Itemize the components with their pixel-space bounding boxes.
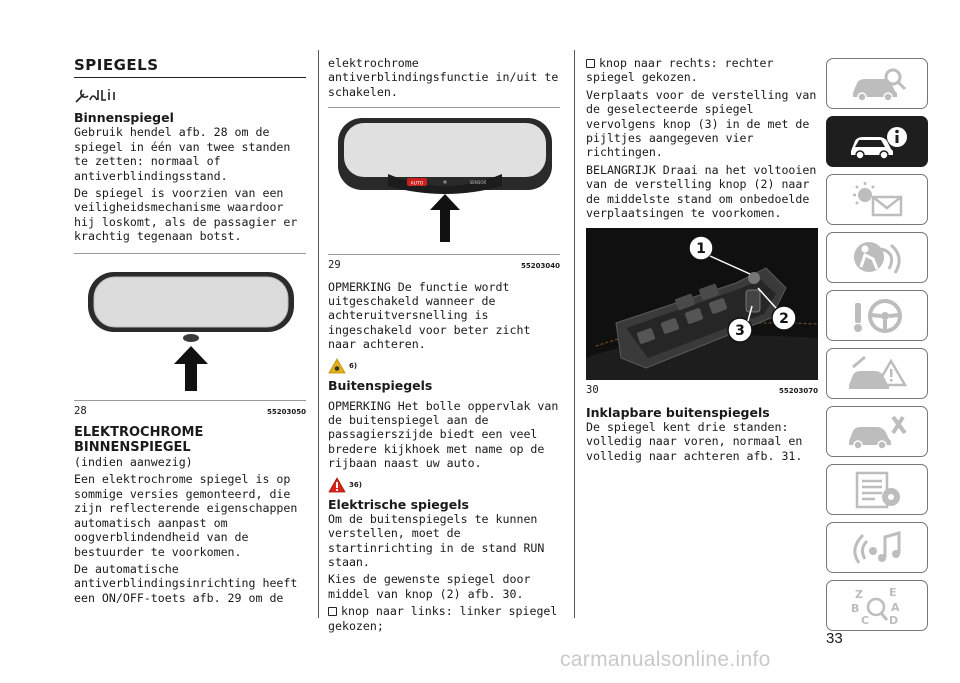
paragraph: De spiegel kent drie standen: volledig naar voren, normaal en volledig naar achteren afb. 31. (586, 419, 803, 463)
figure-number: 28 (74, 404, 87, 417)
column-divider-2 (574, 50, 575, 618)
rearview-mirror-image (74, 254, 306, 400)
figure-29 (328, 107, 560, 255)
paragraph: De spiegel is voorzien van een veiligheidsmechanisme waardoor hij loskomt, als de passagier er krachtig tegenaan botst. (74, 186, 298, 244)
figure-number: 29 (328, 259, 341, 272)
maintenance-car-icon (845, 411, 909, 453)
chapter-tab-technical-data[interactable] (826, 464, 928, 515)
bullet-text: knop naar links: linker spiegel gekozen; (328, 604, 558, 633)
callout-2: 2 (779, 311, 789, 328)
electrochromic-mirror-image (328, 108, 560, 254)
chapter-tab-maintenance[interactable] (826, 406, 928, 457)
paragraph: Verplaats voor de verstelling van de geselecteerde spiegel vervolgens knop (3) in de met de pijltjes aangegeven vier richtingen. (586, 87, 817, 160)
car-info-icon (845, 121, 909, 163)
safety-airbag-icon (845, 237, 909, 279)
bullet-text: knop naar rechts: rechter spiegel gekozen. (586, 56, 774, 85)
car-search-icon (845, 63, 909, 105)
chapter-tabs (826, 58, 928, 638)
figure-code: 55203050 (267, 407, 306, 416)
paragraph: Kies de gewenste spiegel door middel van knop (2) afb. 30. (328, 572, 531, 601)
alphabetical-index-icon (845, 585, 909, 627)
note-paragraph: OPMERKING De functie wordt uitgeschakeld wanneer de achteruitversnelling is ingeschakeld voor beter zicht naar achteren. (328, 279, 531, 352)
subsection-title: ELEKTROCHROME BINNENSPIEGEL (74, 425, 204, 456)
bullet-item (328, 604, 560, 633)
subsection-title: Binnenspiegel (74, 110, 174, 126)
figure-number: 30 (586, 384, 599, 397)
watermark-text: carmanualsonline.info (560, 648, 771, 671)
section-title: SPIEGELS (74, 52, 306, 78)
chapter-tab-multimedia[interactable] (826, 522, 928, 573)
subsection-title: Elektrische spiegels (328, 496, 469, 512)
warning-reference (328, 358, 560, 374)
paragraph: Om de buitenspiegels te kunnen verstellen, moet de startinrichting in de stand RUN staan. (328, 511, 545, 569)
column-2 (328, 52, 560, 636)
chapter-tab-warning-lights[interactable] (826, 174, 928, 225)
subsection-title: Buitenspiegels (328, 377, 433, 393)
checkbox-bullet-icon (586, 59, 595, 68)
warning-number: 6) (349, 362, 358, 371)
bullet-item (586, 56, 818, 85)
figure-code: 55203070 (779, 387, 818, 396)
index-letter: A (891, 600, 900, 614)
page-number: 33 (826, 630, 843, 647)
figure-28 (74, 253, 306, 401)
index-letter: E (889, 585, 897, 599)
warning-number: 36) (349, 481, 362, 490)
emergency-car-icon (845, 353, 909, 395)
note-paragraph: OPMERKING Het bolle oppervlak van de buitenspiegel aan de passagierszijde biedt een veel bredere kijkhoek met name op de rijbaan naast uw auto. (328, 398, 559, 471)
door-switch-panel-image (586, 228, 818, 380)
column-divider-1 (318, 50, 319, 618)
figure-30-caption (586, 383, 818, 398)
figure-28-caption (74, 404, 306, 419)
auto-button-label: AUTO (410, 181, 424, 187)
index-letter: Z (855, 587, 863, 601)
technical-data-icon (845, 469, 909, 511)
figure-code: 55203040 (521, 262, 560, 271)
column-3 (586, 52, 818, 466)
paragraph: elektrochrome antiverblindingsfunctie in/uit te schakelen. (328, 56, 559, 99)
chapter-tab-getting-to-know[interactable] (826, 58, 928, 109)
callout-1: 1 (696, 241, 706, 258)
chapter-tab-index[interactable] (826, 580, 928, 631)
chapter-tab-emergency[interactable] (826, 348, 928, 399)
warning-light-message-icon (845, 179, 909, 221)
chapter-tab-knowing-your-vehicle[interactable] (826, 116, 928, 167)
chapter-tab-starting-driving[interactable] (826, 290, 928, 341)
column-1 (74, 52, 306, 608)
paragraph: Een elektrochrome spiegel is op sommige versies gemonteerd, die zijn reflecterende eigenschappen automatisch aanpast om oogverblindendheid van de bestuurder te voorkomen. (74, 472, 298, 559)
figure-30 (586, 228, 818, 380)
warning-reference (328, 477, 560, 493)
paragraph: BELANGRIJK Draai na het voltooien van de verstelling knop (2) naar de middelste stand om onbedoelde verplaatsingen te voorkomen. (586, 162, 817, 221)
sensor-label: SENSOR (469, 180, 487, 186)
chapter-tab-safety[interactable] (826, 232, 928, 283)
paragraph: De automatische antiverblindingsinrichting heeft een ON/OFF-toets afb. 29 om de (74, 561, 298, 605)
paragraph: (indien aanwezig) (74, 455, 193, 470)
paragraph: Gebruik hendel afb. 28 om de spiegel in één van twee standen te zetten: normaal of antiverblindingsstand. (74, 125, 291, 183)
index-letter: D (889, 613, 899, 627)
steering-wheel-start-icon (845, 295, 909, 337)
multimedia-icon (845, 527, 909, 569)
checkbox-bullet-icon (328, 607, 337, 616)
warning-triangle-icon (328, 477, 346, 493)
callout-3: 3 (735, 323, 745, 340)
index-letter: C (861, 613, 870, 627)
subsection-title: Inklapbare buitenspiegels (586, 404, 770, 420)
figure-29-caption (328, 258, 560, 273)
caution-triangle-icon (328, 358, 346, 374)
index-letter: B (851, 601, 860, 615)
wrench-info-icon (74, 86, 306, 106)
